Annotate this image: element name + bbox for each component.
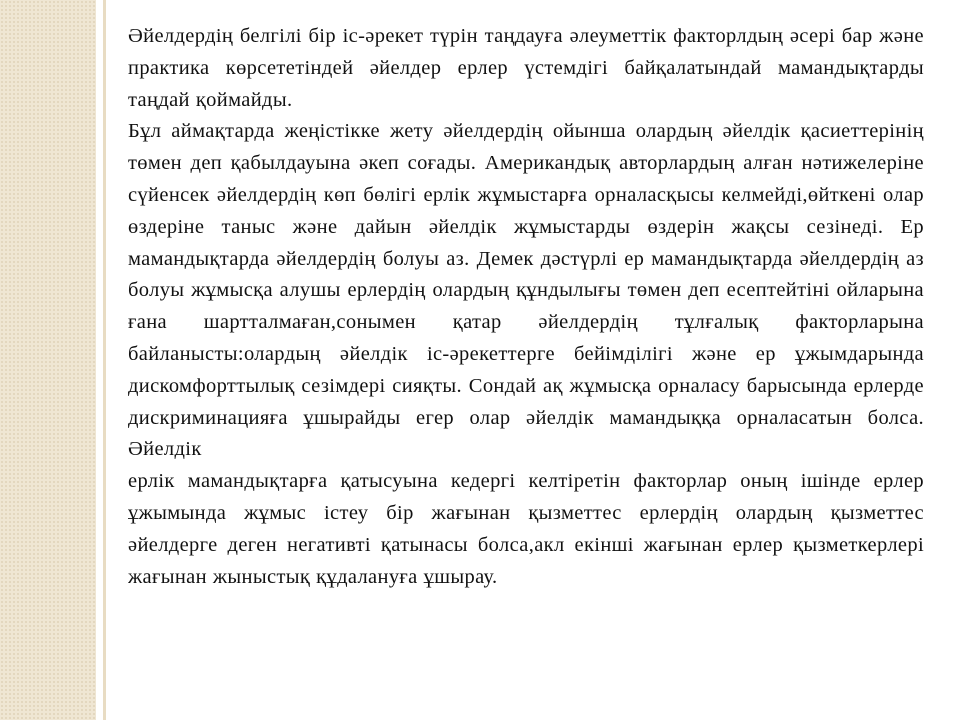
decorative-divider-line (103, 0, 106, 720)
decorative-side-band (0, 0, 96, 720)
text-content-frame (128, 21, 924, 720)
body-paragraph: Әйелдердің белгілі бір іс-әрекет түрін таңдауға әлеуметтік факторлдың әсері бар және практика көрсететіндей әйелдер ерлер үстемдігі байқалатындай мамандықтарды таңдай қоймайды. Бұл аймақтарда жеңістікке жету әйелдердің ойынша олардың әйелдік қасиеттерінің төмен деп қабылдауына әкеп соғады. Американдық авторлардың алған нәтижелеріне сүйенсек әйелдердің көп бөлігі ерлік жұмыстарға орналасқысы келмейді,өйткені олар өздеріне таныс және дайын әйелдік жұмыстарды өздерін жақсы сезінеді. Ер мамандықтарда әйелдердің болуы аз. Демек дәстүрлі ер мамандықтарда әйелдердің аз болуы жұмысқа алушы ерлердің олардың құндылығы төмен деп есептейтіні ойларына ғана шартталмаған,сонымен қатар әйелдердің тұлғалық факторларына байланысты:олардың әйелдік іс-әрекеттерге бейімділігі және ер ұжымдарында дискомфорттылық сезімдері сияқты. Сондай ақ жұмысқа орналасу барысында ерлерде дискриминацияға ұшырайды егер олар әйелдік мамандыққа орналасатын болса. Әйелдік ерлік мамандықтарға қатысуына кедергі келтіретін факторлар оның ішінде ерлер ұжымында жұмыс істеу бір жағынан қызметтес ерлердің олардың қызметтес әйелдерге деген негативті қатынасы болса,акл екінші жағынан ерлер қызметкерлері жағынан жыныстық құдалануға ұшырау. (128, 25, 924, 588)
